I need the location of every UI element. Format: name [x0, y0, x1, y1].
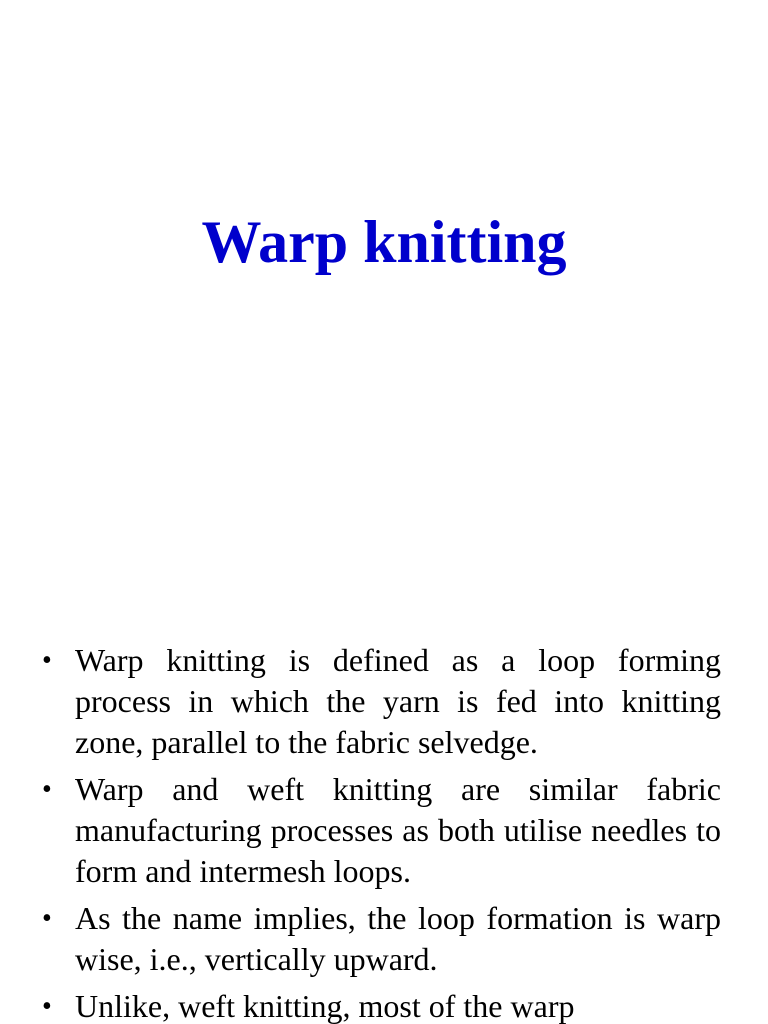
- bullet-text: Warp and weft knitting are similar fabric manufacturing processes as both utilise needles to form and intermesh loops.: [75, 771, 721, 889]
- slide-title: Warp knitting: [201, 209, 567, 275]
- bullet-icon: •: [42, 774, 52, 805]
- bullet-item: [42, 769, 721, 892]
- bullet-item: [42, 986, 721, 1024]
- bullet-item: [42, 640, 721, 763]
- bullet-item: [42, 898, 721, 980]
- bullet-text: Warp knitting is defined as a loop forming process in which the yarn is fed into knitting zone, parallel to the fabric selvedge.: [75, 642, 721, 760]
- bullet-list: [42, 640, 721, 1024]
- bullet-text: Unlike, weft knitting, most of the warp: [75, 988, 575, 1024]
- bullet-icon: •: [42, 991, 52, 1022]
- bullet-icon: •: [42, 645, 52, 676]
- bullet-text: As the name implies, the loop formation is warp wise, i.e., vertically upward.: [75, 900, 721, 977]
- bullet-icon: •: [42, 903, 52, 934]
